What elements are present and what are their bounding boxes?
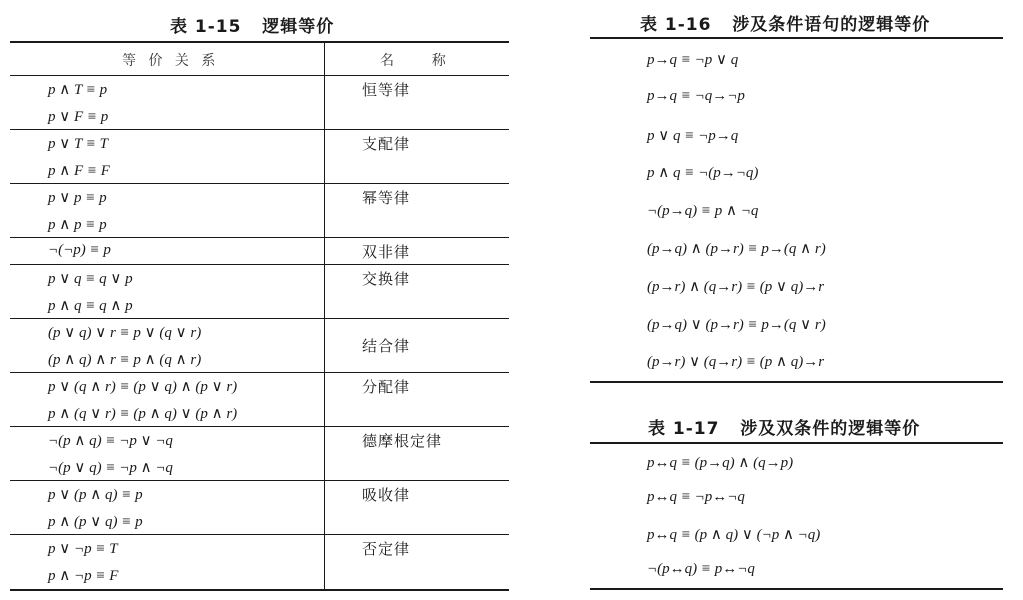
- header-rule: [10, 75, 509, 76]
- equivalence-formula: p ∨ q ≡ ¬p→q: [647, 127, 739, 144]
- table-1-17-title: 表 1-17 涉及双条件的逻辑等价: [648, 419, 921, 439]
- law-name: 德摩根定律: [362, 432, 443, 450]
- equivalence-formula: p ∧ p ≡ p: [48, 217, 107, 233]
- law-name: 双非律: [362, 243, 411, 261]
- equivalence-formula: p ∨ p ≡ p: [48, 190, 107, 206]
- equivalence-formula: p ∨ ¬p ≡ T: [48, 541, 118, 557]
- equivalence-formula: p ∧ F ≡ F: [48, 163, 110, 179]
- law-name: 吸收律: [362, 486, 411, 504]
- equivalence-formula: ¬(p→q) ≡ p ∧ ¬q: [647, 203, 759, 220]
- bottom-rule: [10, 589, 509, 591]
- table-1-16-title: 表 1-16 涉及条件语句的逻辑等价: [640, 15, 931, 35]
- top-rule: [590, 442, 1003, 444]
- table-1-15-title: 表 1-15 逻辑等价: [170, 17, 335, 37]
- equivalence-formula: p→q ≡ ¬q→¬p: [647, 87, 745, 104]
- law-name: 幂等律: [362, 189, 411, 207]
- equivalence-formula: (p ∧ q) ∧ r ≡ p ∧ (q ∧ r): [48, 352, 202, 368]
- row-divider: [10, 426, 509, 427]
- row-divider: [10, 183, 509, 184]
- column-divider: [324, 42, 325, 589]
- equivalence-formula: p↔q ≡ ¬p↔¬q: [647, 489, 745, 505]
- equivalence-formula: p ∧ (q ∨ r) ≡ (p ∧ q) ∨ (p ∧ r): [48, 406, 238, 422]
- law-name: 恒等律: [362, 81, 411, 99]
- row-divider: [10, 372, 509, 373]
- equivalence-formula: (p→r) ∧ (q→r) ≡ (p ∨ q)→r: [647, 278, 825, 295]
- top-rule: [10, 41, 509, 43]
- row-divider: [10, 534, 509, 535]
- equivalence-formula: (p→r) ∨ (q→r) ≡ (p ∧ q)→r: [647, 354, 825, 371]
- equivalence-formula: p ∨ F ≡ p: [48, 109, 109, 125]
- equivalence-formula: ¬(¬p) ≡ p: [48, 242, 111, 258]
- row-divider: [10, 318, 509, 319]
- equivalence-formula: ¬(p ∨ q) ≡ ¬p ∧ ¬q: [48, 460, 173, 476]
- row-divider: [10, 264, 509, 265]
- row-divider: [10, 237, 509, 238]
- top-rule: [590, 37, 1003, 39]
- column-header-relation: 等 价 关 系: [122, 53, 220, 69]
- equivalence-formula: p ∧ ¬p ≡ F: [48, 568, 119, 584]
- equivalence-formula: p↔q ≡ (p→q) ∧ (q→p): [647, 455, 794, 471]
- equivalence-formula: ¬(p↔q) ≡ p↔¬q: [647, 561, 755, 577]
- equivalence-formula: p ∧ q ≡ q ∧ p: [48, 298, 133, 314]
- bottom-rule: [590, 381, 1003, 383]
- equivalence-formula: p ∧ (p ∨ q) ≡ p: [48, 514, 143, 530]
- equivalence-formula: (p→q) ∨ (p→r) ≡ p→(q ∨ r): [647, 316, 826, 333]
- equivalence-formula: p ∧ q ≡ ¬(p→¬q): [647, 165, 759, 182]
- equivalence-formula: (p→q) ∧ (p→r) ≡ p→(q ∧ r): [647, 241, 826, 257]
- law-name: 否定律: [362, 540, 411, 558]
- law-name: 分配律: [362, 378, 411, 396]
- law-name: 交换律: [362, 270, 411, 288]
- column-header-name: 名 称: [380, 53, 450, 69]
- equivalence-formula: p→q ≡ ¬p ∨ q: [647, 52, 739, 68]
- equivalence-formula: p ∨ (p ∧ q) ≡ p: [48, 487, 143, 503]
- equivalence-formula: p ∨ T ≡ T: [48, 136, 109, 152]
- row-divider: [10, 480, 509, 481]
- bottom-rule: [590, 588, 1003, 590]
- law-name: 结合律: [362, 337, 411, 355]
- law-name: 支配律: [362, 135, 411, 153]
- equivalence-formula: ¬(p ∧ q) ≡ ¬p ∨ ¬q: [48, 433, 173, 449]
- equivalence-formula: p ∨ (q ∧ r) ≡ (p ∨ q) ∧ (p ∨ r): [48, 379, 238, 395]
- row-divider: [10, 129, 509, 130]
- equivalence-formula: p ∧ T ≡ p: [48, 82, 108, 98]
- equivalence-formula: p ∨ q ≡ q ∨ p: [48, 271, 133, 287]
- equivalence-formula: p↔q ≡ (p ∧ q) ∨ (¬p ∧ ¬q): [647, 527, 821, 543]
- equivalence-formula: (p ∨ q) ∨ r ≡ p ∨ (q ∨ r): [48, 325, 202, 341]
